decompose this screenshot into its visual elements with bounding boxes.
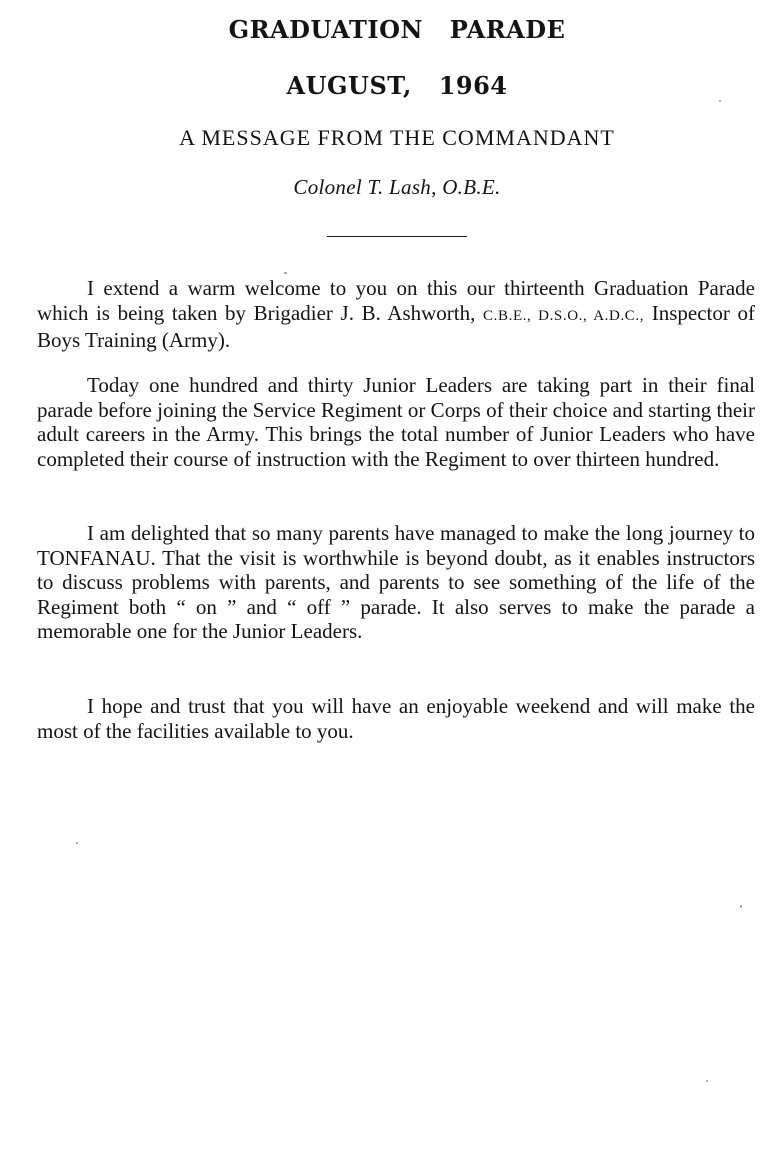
honours-abbreviations: C.B.E., D.S.O., A.D.C.,: [483, 307, 645, 324]
scan-speck: [719, 100, 721, 102]
scan-speck: [76, 842, 78, 844]
paragraph-final-parade: Today one hundred and thirty Junior Leaders are taking part in their final parade before joining the Service Regiment or Corps of their choice and starting their adult careers in the Army. This brings the total number of Junior Leaders who have completed their course of instruction with the Regiment to over thirteen hundred.: [37, 373, 755, 471]
scan-speck: [284, 272, 287, 274]
scan-speck: [706, 1080, 708, 1082]
paragraph-welcome-tail: Inspector of Boys Training (Army).: [37, 300, 755, 352]
page-title: GRADUATION PARADE: [228, 15, 566, 44]
paragraph-welcome: [37, 276, 755, 353]
page-date: AUGUST, 1964: [286, 71, 508, 100]
author-line: Colonel T. Lash, O.B.E.: [293, 175, 501, 199]
divider-rule: [327, 236, 467, 237]
page-subtitle: A MESSAGE FROM THE COMMANDANT: [179, 125, 615, 150]
paragraph-closing: I hope and trust that you will have an enjoyable weekend and will make the most of the facilities available to you.: [37, 694, 755, 743]
paragraph-parents: I am delighted that so many parents have managed to make the long journey to TONFANAU. That the visit is worthwhile is beyond doubt, as it enables instructors to discuss problems with parents, and parents to see something of the life of the Regiment both “ on ” and “ off ” parade. It also serves to make the parade a memorable one for the Junior Leaders.: [37, 521, 755, 643]
paragraph-welcome-text: I extend a warm welcome to you on this our thirteenth Graduation Parade which is being taken by Brigadier J. B. Ashworth,: [37, 276, 755, 325]
scan-speck: [740, 905, 742, 908]
